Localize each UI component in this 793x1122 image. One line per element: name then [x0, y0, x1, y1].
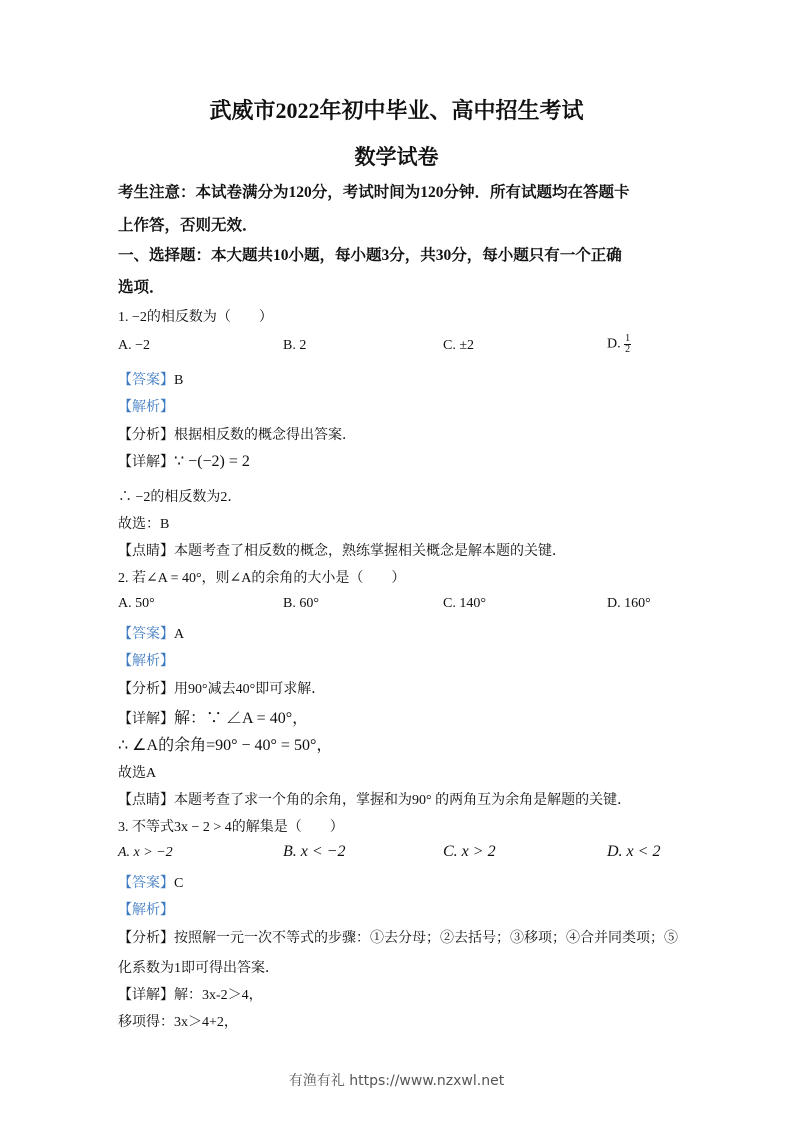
detail-label: 【详解】: [118, 455, 174, 470]
comment-label: 【点睛】: [118, 793, 174, 808]
question-1-stem: 1. −2的相反数为（ ）: [118, 310, 273, 325]
q1-option-d: [607, 334, 631, 355]
q3-step-1: 移项得：3x＞4+2，: [118, 1015, 238, 1030]
question-2-stem: 2. 若∠A = 40°，则∠A的余角的大小是（ ）: [118, 571, 406, 586]
q1-step-2: 故选：B: [118, 517, 170, 532]
q2-option-c: C. 140°: [443, 596, 486, 611]
detail-text: 解：3x-2＞4，: [174, 988, 263, 1003]
detail-text: ∵ −(−2) = 2: [174, 453, 250, 470]
q3-option-b: B. x < −2: [283, 843, 346, 860]
q2-step-2: 故选A: [118, 766, 157, 781]
fenxi-label: 【分析】: [118, 931, 174, 946]
q3-fenxi-line-1: [118, 927, 678, 947]
section-heading-line-1: 一、选择题：本大题共10小题，每小题3分，共30分，每小题只有一个正确: [118, 247, 622, 264]
q1-step-1: ∴ −2的相反数为2．: [118, 490, 242, 505]
q1-comment: [118, 540, 566, 560]
q3-analysis-label: 【解析】: [118, 903, 174, 918]
answer-label: 【答案】: [118, 373, 174, 388]
comment-text: 本题考查了相反数的概念，熟练掌握相关概念是解本题的关键．: [174, 544, 566, 559]
q2-option-d: D. 160°: [607, 596, 651, 611]
q3-option-a: A. x > −2: [118, 845, 173, 860]
q1-option-b: B. 2: [283, 338, 307, 353]
q1-fenxi: [118, 424, 356, 444]
fenxi-text: 根据相反数的概念得出答案．: [174, 428, 356, 443]
detail-label: 【详解】: [118, 988, 174, 1003]
q1-detail: [118, 451, 250, 471]
q1-option-d-prefix: D.: [607, 336, 625, 352]
notice-line-2: 上作答，否则无效．: [118, 217, 258, 234]
fenxi-label: 【分析】: [118, 428, 174, 443]
fenxi-label: 【分析】: [118, 682, 174, 697]
question-3-stem: 3. 不等式3x − 2 > 4的解集是（ ）: [118, 820, 344, 835]
detail-label: 【详解】: [118, 712, 174, 727]
answer-label: 【答案】: [118, 627, 174, 642]
answer-value: C: [174, 876, 184, 891]
q2-analysis-label: 【解析】: [118, 654, 174, 669]
q2-option-b: B. 60°: [283, 596, 319, 611]
q3-option-d: D. x < 2: [607, 843, 661, 860]
exam-subtitle: 数学试卷: [354, 145, 439, 169]
q1-option-a: A. −2: [118, 338, 151, 353]
answer-value: A: [174, 627, 185, 642]
q2-step-1: ∴ ∠A的余角=90° − 40° = 50°，: [118, 737, 333, 754]
q1-answer: [118, 369, 183, 389]
exam-title: 武威市2022年初中毕业、高中招生考试: [209, 98, 584, 123]
comment-text: 本题考查了求一个角的余角，掌握和为90° 的两角互为余角是解题的关键．: [174, 793, 632, 808]
answer-value: B: [174, 373, 184, 388]
q2-fenxi: [118, 678, 325, 698]
footer-watermark: 有渔有礼 https://www.nzxwl.net: [288, 1073, 505, 1089]
q2-detail: [118, 705, 308, 728]
comment-label: 【点睛】: [118, 544, 174, 559]
q1-option-c: C. ±2: [443, 338, 475, 353]
q2-answer: [118, 623, 184, 643]
q2-comment: [118, 789, 631, 809]
q3-detail: [118, 984, 263, 1004]
q3-answer: [118, 872, 183, 892]
fenxi-text: 用90°减去40°即可求解．: [174, 682, 326, 697]
q3-option-c: C. x > 2: [443, 843, 496, 860]
detail-text: 解：∵ ∠A = 40°，: [174, 710, 309, 727]
notice-line-1: 考生注意：本试卷满分为120分，考试时间为120分钟．所有试题均在答题卡: [118, 184, 630, 201]
q3-fenxi-line-2: 化系数为1即可得出答案．: [118, 961, 279, 976]
section-heading-line-2: 选项．: [118, 279, 165, 296]
answer-label: 【答案】: [118, 876, 174, 891]
q2-option-a: A. 50°: [118, 596, 155, 611]
fenxi-text: 按照解一元一次不等式的步骤：①去分母；②去括号；③移项；④合并同类项；⑤: [174, 931, 678, 946]
fraction: $\frac{1}{2}$: [625, 333, 631, 355]
q1-analysis-label: 【解析】: [118, 400, 174, 415]
